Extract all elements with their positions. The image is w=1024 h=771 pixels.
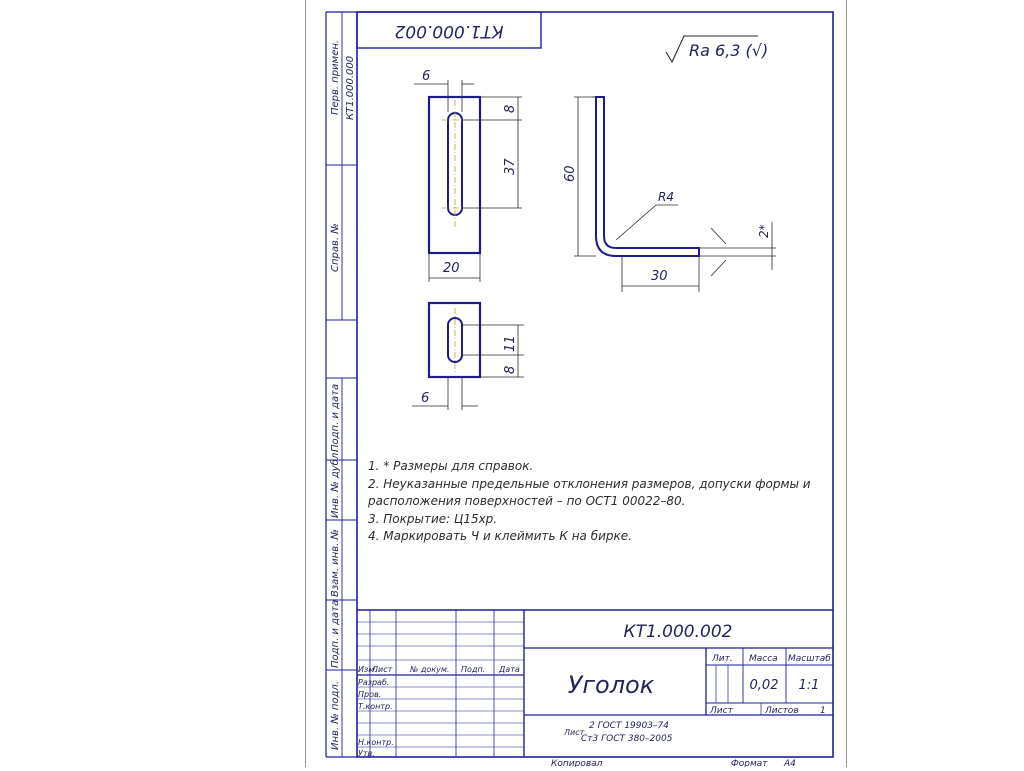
note-line: расположения поверхностей – по ОСТ1 00022–80. (368, 494, 686, 508)
dim-small-11: 11 (503, 335, 518, 352)
mass-value: 0,02 (749, 678, 779, 693)
material-list: Лист (564, 728, 585, 737)
side-label-vzam-inv: Взам. инв. № (330, 529, 341, 597)
format-label: Формат (731, 759, 768, 767)
row-utv: Утв. (358, 749, 375, 758)
side-label-inv-podl: Инв. № подл. (330, 681, 341, 750)
note-line: 1. * Размеры для справок. (368, 459, 534, 473)
note-line: 2. Неуказанные предельные отклонения размеров, допуски формы и (368, 476, 811, 491)
dim-front-r4: R4 (658, 190, 674, 204)
dim-front-2: 2* (757, 224, 771, 238)
doc-code: КТ1.000.002 (623, 622, 733, 642)
material-line1: 2 ГОСТ 19903–74 (589, 721, 669, 731)
side-label-sprav: Справ. № (330, 223, 341, 272)
listov-label: Листов (765, 706, 799, 716)
roughness-text: Ra 6,3 (√) (689, 41, 769, 60)
dim-front-30: 30 (651, 269, 668, 284)
note-line: 3. Покрытие: Ц15хр. (368, 511, 498, 526)
col-izm: Изм. (358, 665, 377, 674)
dim-top-37: 37 (503, 158, 518, 175)
list-label: Лист (710, 706, 733, 716)
side-label-perv-code: КТ1.000.000 (345, 55, 356, 120)
row-prov: Пров. (358, 690, 382, 699)
scale-value: 1:1 (798, 678, 820, 693)
dim-top-8: 8 (503, 104, 518, 113)
side-label-inv-dubl: Инв. № дубл. (330, 449, 341, 518)
massa-label: Масса (749, 654, 778, 664)
masshtab-label: Масштаб (788, 654, 831, 664)
listov-value: 1 (820, 706, 826, 716)
dim-small-6: 6 (421, 391, 430, 406)
side-label-perv-primen: Перв. примен. (330, 39, 341, 115)
stamp-code-rotated: КТ1.000.002 (394, 21, 504, 41)
dim-small-8: 8 (503, 365, 518, 374)
row-nkontr: Н.контр. (358, 738, 394, 747)
col-data: Дата (499, 665, 520, 674)
drawing-canvas (306, 0, 846, 767)
part-name: Уголок (567, 671, 655, 699)
col-list: Лист (372, 665, 393, 674)
technical-notes (368, 458, 838, 546)
dim-front-60: 60 (563, 165, 578, 182)
format-value: А4 (784, 759, 796, 767)
kopiroval-label: Копировал (551, 759, 603, 767)
col-dokum: № докум. (410, 665, 450, 674)
side-label-podp-data-1: Подп. и дата (330, 383, 341, 452)
col-podp: Подп. (461, 665, 486, 674)
row-tkontr: Т.контр. (358, 702, 393, 711)
front-view-angle (596, 97, 699, 256)
dim-top-6: 6 (422, 69, 431, 84)
lit-label: Лит. (712, 654, 733, 664)
material-line2: Ст3 ГОСТ 380–2005 (581, 734, 673, 744)
note-line: 4. Маркировать Ч и клеймить К на бирке. (368, 529, 632, 543)
dim-top-20: 20 (443, 261, 460, 276)
side-label-podp-data-2: Подп. и дата (330, 599, 341, 668)
row-razrab: Разраб. (358, 678, 390, 687)
drawing-sheet (305, 0, 847, 767)
